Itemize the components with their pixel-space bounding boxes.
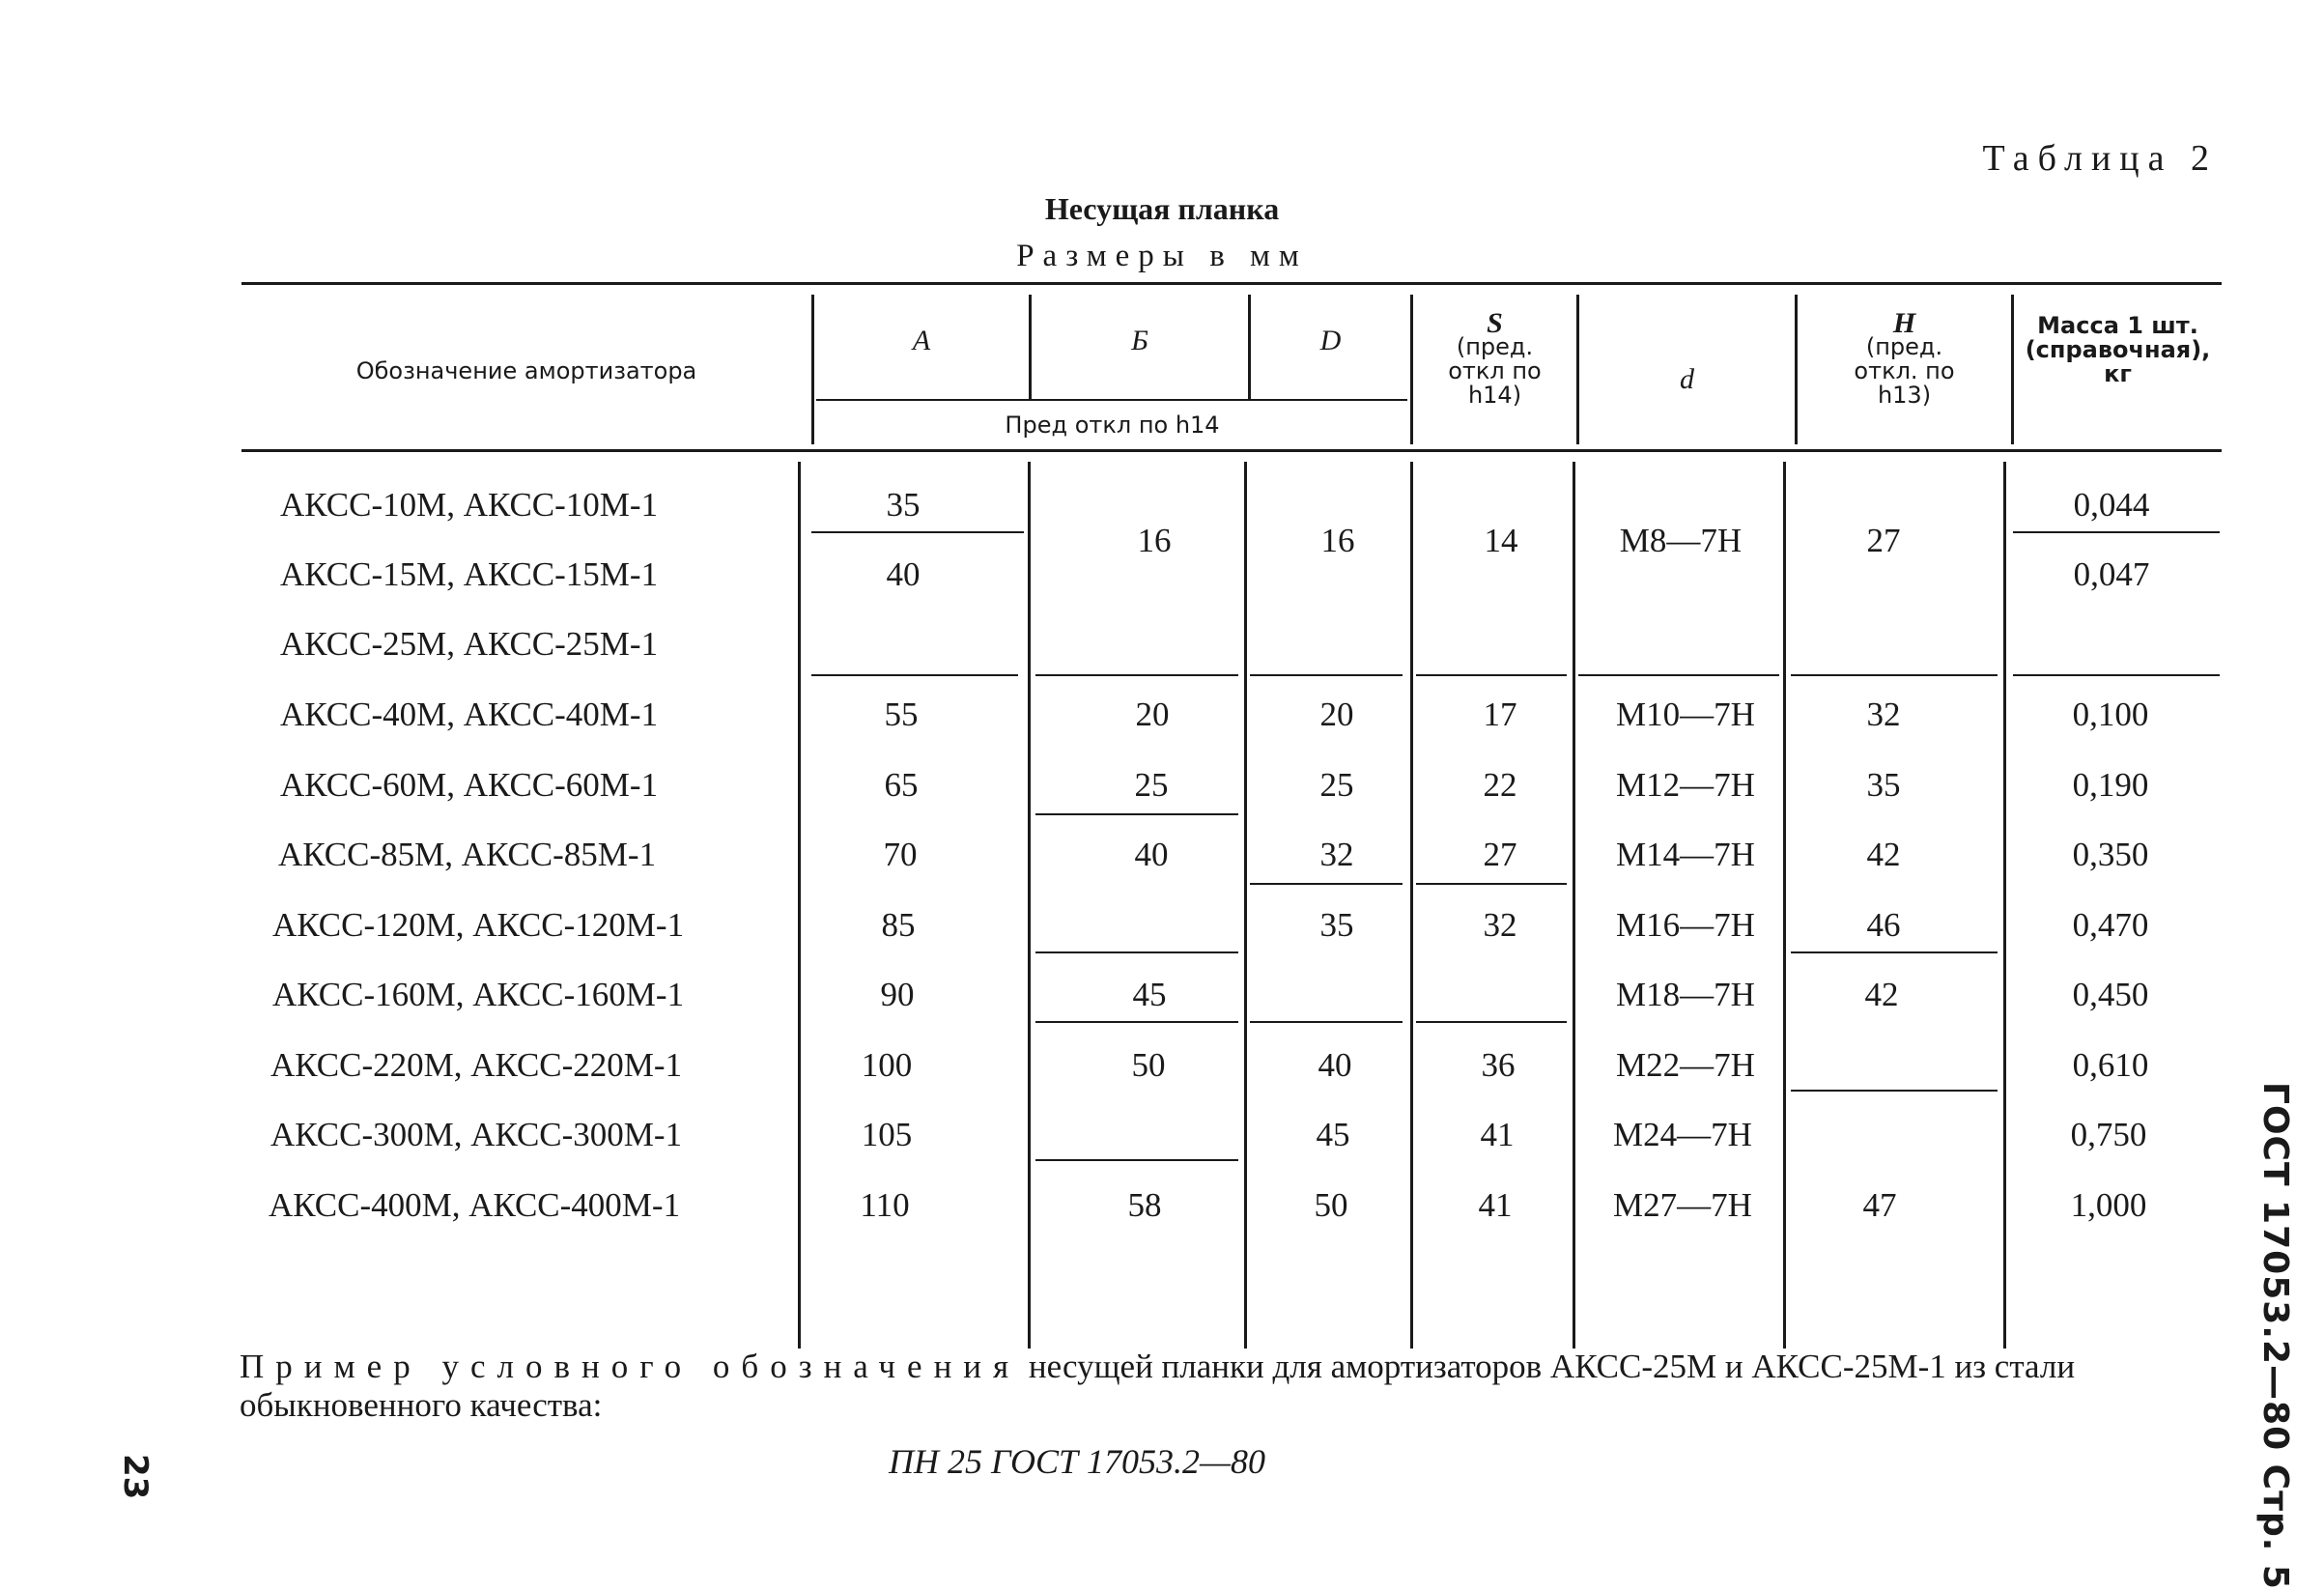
cell-d: 25 [1319,766,1354,804]
cell-s: 14 [1484,522,1518,559]
cell-s: 36 [1481,1046,1516,1084]
group-rule [1791,951,1998,953]
cell-s: 32 [1483,906,1517,944]
header-h-note: (пред. откл. по h13) [1854,333,1955,409]
cell-h: 47 [1862,1186,1897,1224]
table-title: Несущая планка [1044,191,1280,226]
cell-mass: 0,047 [2073,555,2150,593]
row-designation: АКСС-40М, АКСС-40М-1 [280,696,659,733]
cell-mass: 0,610 [2072,1046,2149,1084]
row-designation: АКСС-160М, АКСС-160М-1 [272,976,685,1013]
group-rule [1791,674,1998,676]
cell-a: 40 [886,555,921,593]
cell-h: 46 [1866,906,1901,944]
row-designation: АКСС-120М, АКСС-120М-1 [272,906,685,944]
cell-d: 16 [1320,522,1355,559]
cell-a: 85 [881,906,916,944]
row-designation: АКСС-220М, АКСС-220М-1 [270,1046,683,1084]
cell-d: 20 [1319,696,1354,733]
group-rule [1416,674,1567,676]
cell-a: 110 [860,1186,910,1224]
header-tolerance-h14: Пред откл по h14 [1005,412,1220,439]
cell-s: 41 [1478,1186,1513,1224]
cell-thread: М12—7Н [1616,766,1755,804]
cell-h: 42 [1866,836,1901,873]
group-rule [2013,674,2220,676]
group-rule [1035,1159,1238,1161]
row-designation: АКСС-15М, АКСС-15М-1 [280,555,659,593]
header-h [1798,307,2011,409]
cell-thread: М14—7Н [1616,836,1755,873]
cell-s: 22 [1483,766,1517,804]
cell-b: 25 [1134,766,1169,804]
cell-h: 27 [1866,522,1901,559]
example-lead: Пример условного обозначения [240,1348,1021,1385]
header-sub-rule [816,399,1407,401]
cell-thread: М27—7Н [1613,1186,1752,1224]
cell-mass: 0,190 [2072,766,2149,804]
cell-h: 32 [1866,696,1901,733]
cell-d: 50 [1314,1186,1348,1224]
row-designation: АКСС-300М, АКСС-300М-1 [270,1116,683,1153]
row-designation: АКСС-85М, АКСС-85М-1 [278,836,657,873]
header-mass: Масса 1 шт. (справочная), кг [2025,312,2211,387]
body-col-divider [798,462,801,1349]
header-s-symbol: S [1487,307,1503,339]
group-rule [811,674,1018,676]
cell-s: 27 [1483,836,1517,873]
cell-thread: М24—7Н [1613,1116,1752,1153]
cell-a: 35 [886,486,921,524]
group-rule [1035,813,1238,815]
group-rule [1035,951,1238,953]
cell-a: 90 [880,976,915,1013]
cell-a: 105 [861,1116,913,1153]
body-col-divider [2003,462,2006,1349]
table-top-rule [241,282,2222,285]
cell-a: 55 [884,696,919,733]
example-paragraph [240,1348,2200,1425]
table-subtitle: Размеры в мм [1016,239,1308,273]
group-rule [1416,1021,1567,1023]
header-d-upper: D [1319,325,1342,356]
header-thread-d: d [1680,363,1694,395]
cell-thread: М16—7Н [1616,906,1755,944]
body-col-divider [1573,462,1575,1349]
cell-a: 65 [884,766,919,804]
group-rule [1578,674,1779,676]
cell-h: 35 [1866,766,1901,804]
row-designation: АКСС-25М, АКСС-25М-1 [280,625,659,663]
row-designation: АКСС-60М, АКСС-60М-1 [280,766,659,804]
table-label: Таблица 2 [1982,138,2218,179]
designation-code: ПН 25 ГОСТ 17053.2—80 [889,1442,1266,1481]
cell-d: 40 [1318,1046,1352,1084]
cell-thread: М10—7Н [1616,696,1755,733]
cell-b: 58 [1127,1186,1162,1224]
page-number: 23 [116,1454,155,1500]
group-rule [1416,883,1567,885]
cell-b: 20 [1135,696,1170,733]
cell-mass: 0,750 [2070,1116,2147,1153]
body-col-divider [1410,462,1413,1349]
cell-b: 16 [1137,522,1172,559]
cell-b: 45 [1132,976,1167,1013]
group-rule [2013,531,2220,533]
cell-s: 41 [1480,1116,1515,1153]
group-rule [1035,1021,1238,1023]
body-col-divider [1028,462,1031,1349]
group-rule [811,531,1024,533]
example-rest: несущей планки для амортизаторов АКСС-25М и АКСС-25М-1 из стали обыкновенного качества: [240,1348,2076,1424]
cell-mass: 0,350 [2072,836,2149,873]
group-rule [1250,1021,1403,1023]
header-s-note: (пред. откл по h14) [1448,333,1542,409]
cell-mass: 0,450 [2072,976,2149,1013]
header-designation: Обозначение амортизатора [355,357,697,384]
cell-mass: 0,470 [2072,906,2149,944]
cell-d: 32 [1319,836,1354,873]
cell-h: 42 [1864,976,1899,1013]
cell-mass: 0,044 [2073,486,2150,524]
cell-thread: М8—7Н [1619,522,1743,559]
cell-mass: 1,000 [2070,1186,2147,1224]
header-a: A [912,325,931,356]
group-rule [1791,1090,1998,1092]
cell-a: 70 [883,836,918,873]
header-b: Б [1131,325,1148,356]
cell-b: 50 [1131,1046,1166,1084]
group-rule [1250,883,1403,885]
row-designation: АКСС-400М, АКСС-400М-1 [269,1186,681,1224]
cell-thread: М22—7Н [1616,1046,1755,1084]
body-col-divider [1783,462,1786,1349]
group-rule [1035,674,1238,676]
cell-b: 40 [1134,836,1169,873]
header-s [1413,307,1576,409]
cell-d: 35 [1319,906,1354,944]
cell-mass: 0,100 [2072,696,2149,733]
header-h-symbol: H [1892,307,1916,339]
group-rule [1250,674,1403,676]
cell-d: 45 [1316,1116,1350,1153]
cell-thread: М18—7Н [1616,976,1755,1013]
side-header: ГОСТ 17053.2—80 Стр. 5 [2255,1082,2295,1590]
row-designation: АКСС-10М, АКСС-10М-1 [280,486,659,524]
header-bottom-rule [241,449,2222,452]
cell-a: 100 [861,1046,913,1084]
body-col-divider [1244,462,1247,1349]
cell-s: 17 [1483,696,1517,733]
